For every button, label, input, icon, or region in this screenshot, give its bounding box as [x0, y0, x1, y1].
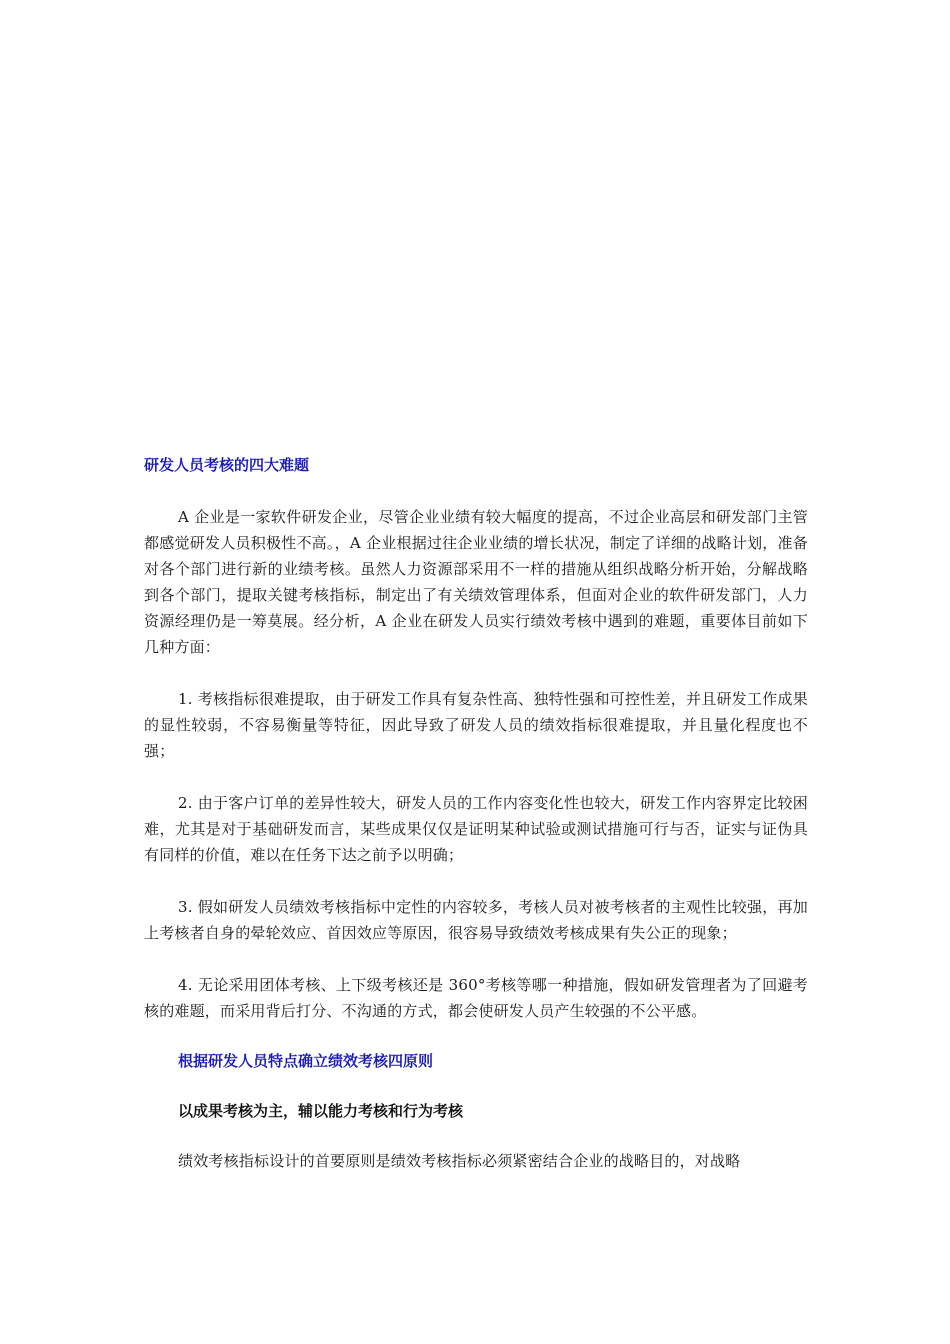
intro-paragraph: A 企业是一家软件研发企业，尽管企业业绩有较大幅度的提高，不过企业高层和研发部门主管都感觉研发人员积极性不高。，A 企业根据过往企业业绩的增长状况，制定了详细的战略计划，准备对各个部门进行新的业绩考核。虽然人力资源部采用不一样的措施从组织战略分析开始，分解战略到各个部门，提取关键考核指标，制定出了有关绩效管理体系，但面对企业的软件研发部门，人力资源经理仍是一筹莫展。经分析，A 企业在研发人员实行绩效考核中遇到的难题，重要体目前如下几种方面：: [144, 508, 808, 656]
challenge-item-4: 4. 无论采用团体考核、上下级考核还是 360°考核等哪一种措施，假如研发管理者为了回避考核的难题，而采用背后打分、不沟通的方式，都会使研发人员产生较强的不公平感。: [144, 976, 808, 1020]
section-title-challenges: 研发人员考核的四大难题: [144, 456, 310, 474]
spacer: [144, 660, 808, 686]
spacer: [144, 764, 808, 790]
challenge-item-1: 1. 考核指标很难提取，由于研发工作具有复杂性高、独特性强和可控性差，并且研发工作成果的显性较弱，不容易衡量等特征，因此导致了研发人员的绩效指标很难提取，并且量化程度也不强；: [144, 690, 808, 760]
principle-paragraph: 绩效考核指标设计的首要原则是绩效考核指标必须紧密结合企业的战略目的，对战略: [178, 1152, 741, 1170]
spacer: [144, 1024, 808, 1048]
spacer: [144, 868, 808, 894]
challenge-item-3: 3. 假如研发人员绩效考核指标中定性的内容较多，考核人员对被考核者的主观性比较强，再加上考核者自身的晕轮效应、首因效应等原因，很容易导致绩效考核成果有失公正的现象；: [144, 898, 808, 942]
subsection-title-results-assessment: 以成果考核为主，辅以能力考核和行为考核: [178, 1102, 464, 1120]
section-title-principles: 根据研发人员特点确立绩效考核四原则: [178, 1052, 434, 1070]
document-body: [144, 452, 808, 1174]
spacer: [144, 478, 808, 504]
spacer: [144, 1124, 808, 1148]
spacer: [144, 946, 808, 972]
spacer: [144, 1074, 808, 1098]
challenge-item-2: 2. 由于客户订单的差异性较大，研发人员的工作内容变化性也较大，研发工作内容界定比较困难，尤其是对于基础研发而言，某些成果仅仅是证明某种试验或测试措施可行与否，证实与证伪具有同样的价值，难以在任务下达之前予以明确；: [144, 794, 808, 864]
